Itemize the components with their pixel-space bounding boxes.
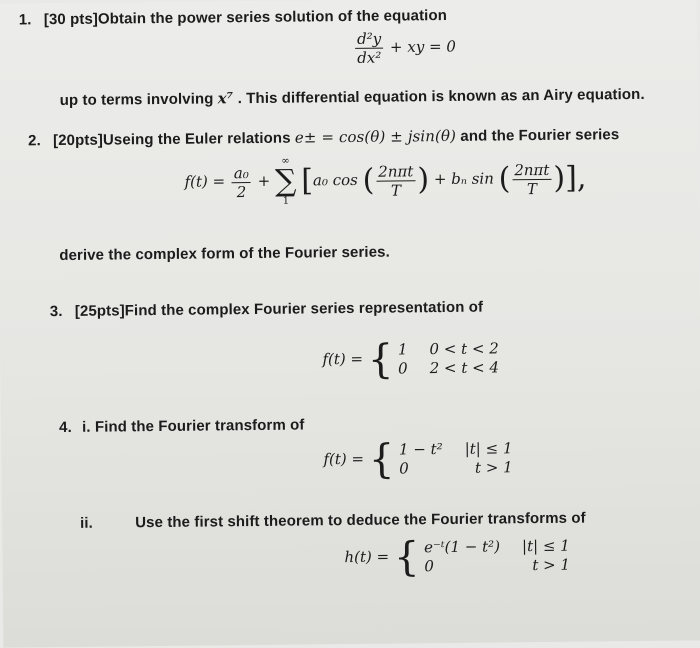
problem-4-number: 4. bbox=[59, 418, 72, 437]
fs-plus: + bbox=[257, 171, 271, 190]
p4-h-case-value: e⁻ᵗ(1 − t²) bbox=[424, 537, 501, 557]
left-paren-icon: ( bbox=[498, 161, 511, 197]
left-brace-icon: { bbox=[393, 534, 420, 581]
sum-upper: ∞ bbox=[281, 155, 290, 167]
problem-2-derive: derive the complex form of the Fourier series. bbox=[59, 243, 390, 265]
problem-3-function bbox=[322, 336, 500, 383]
fs-lhs: f(t) = bbox=[184, 172, 226, 191]
left-brace-icon: { bbox=[367, 336, 394, 383]
left-paren-icon: ( bbox=[362, 162, 375, 198]
line2-pre: up to terms involving bbox=[59, 90, 214, 110]
problem-4-h-function bbox=[344, 534, 571, 581]
p4-f-cases bbox=[399, 439, 513, 478]
arg-num-1: 2nπt bbox=[376, 162, 415, 181]
euler-relation: e± = cos(θ) ± jsin(θ) bbox=[294, 126, 457, 147]
eq-rest: + xy = 0 bbox=[389, 37, 457, 57]
part-i-label: i. bbox=[81, 418, 91, 436]
sum-lower: 1 bbox=[282, 195, 290, 207]
problem-4-f-function bbox=[323, 436, 513, 483]
sum-icon: ∑ bbox=[274, 163, 297, 199]
problem-1-header-text: [30 pts]Obtain the power series solution of the equation bbox=[43, 6, 448, 29]
p4-f-case-condition: |t| ≤ 1 bbox=[464, 439, 513, 458]
p4-h-lhs: h(t) = bbox=[344, 547, 390, 567]
problem-4-part-ii bbox=[80, 510, 586, 532]
eq-denominator: dx² bbox=[357, 48, 382, 67]
part-ii-label: ii. bbox=[80, 514, 93, 532]
problem-2-number: 2. bbox=[27, 132, 41, 150]
line2-var: x⁷ bbox=[217, 89, 234, 108]
fs-a0: a₀ bbox=[232, 164, 251, 183]
p4-f-case-value: 0 bbox=[399, 459, 409, 478]
fs-bracket-open: [ bbox=[301, 163, 314, 199]
problem-3-number: 3. bbox=[49, 303, 63, 321]
part-ii-text: Use the first shift theorem to deduce the Fourier transforms of bbox=[135, 509, 586, 532]
arg-den-2: T bbox=[526, 179, 538, 198]
problem-2-header bbox=[28, 125, 619, 149]
p3-case-value: 0 bbox=[398, 359, 408, 378]
fs-bracket-close: ], bbox=[564, 160, 587, 196]
p4-h-case-condition: |t| ≤ 1 bbox=[521, 536, 570, 556]
problem-3-header bbox=[50, 299, 483, 321]
p4-f-lhs: f(t) = bbox=[323, 449, 365, 469]
problem-3-header-text: [25pts]Find the complex Fourier series representation of bbox=[74, 298, 484, 320]
p3-cases bbox=[398, 339, 499, 378]
p4-h-case-condition: t > 1 bbox=[532, 555, 571, 575]
fs-two: 2 bbox=[236, 182, 247, 201]
problem-1-header bbox=[19, 7, 447, 28]
right-paren-icon: ) bbox=[417, 162, 430, 198]
fs-term-a: a₀ cos bbox=[312, 170, 358, 190]
left-brace-icon: { bbox=[368, 436, 395, 483]
problem-2-header-pre: [20pts]Useing the Euler relations bbox=[52, 129, 291, 150]
part-i-text: Find the Fourier transform of bbox=[94, 416, 305, 436]
p3-case-condition: 2 < t < 4 bbox=[429, 358, 500, 378]
right-paren-icon: ) bbox=[553, 160, 566, 196]
p3-case-value: 1 bbox=[397, 340, 408, 359]
p4-h-cases bbox=[424, 537, 570, 577]
p3-case-condition: 0 < t < 2 bbox=[429, 339, 499, 359]
fourier-series-formula bbox=[184, 154, 586, 208]
problem-1-number: 1. bbox=[18, 11, 32, 29]
problem-1-equation bbox=[353, 29, 456, 67]
p3-lhs: f(t) = bbox=[322, 349, 364, 369]
p4-f-case-condition: t > 1 bbox=[474, 458, 513, 477]
arg-den-1: T bbox=[390, 180, 402, 200]
p4-f-case-value: 1 − t² bbox=[398, 440, 443, 459]
arg-num-2: 2nπt bbox=[512, 160, 551, 179]
problem-1-line2 bbox=[60, 85, 645, 109]
p4-h-case-value: 0 bbox=[424, 557, 434, 576]
problem-2-header-post: and the Fourier series bbox=[460, 126, 620, 145]
problem-4-part-i bbox=[59, 416, 305, 436]
line2-post: . This differential equation is known as an Airy equation. bbox=[237, 85, 645, 108]
eq-numerator: d²y bbox=[355, 30, 383, 49]
fs-term-b: + bₙ sin bbox=[433, 169, 494, 189]
